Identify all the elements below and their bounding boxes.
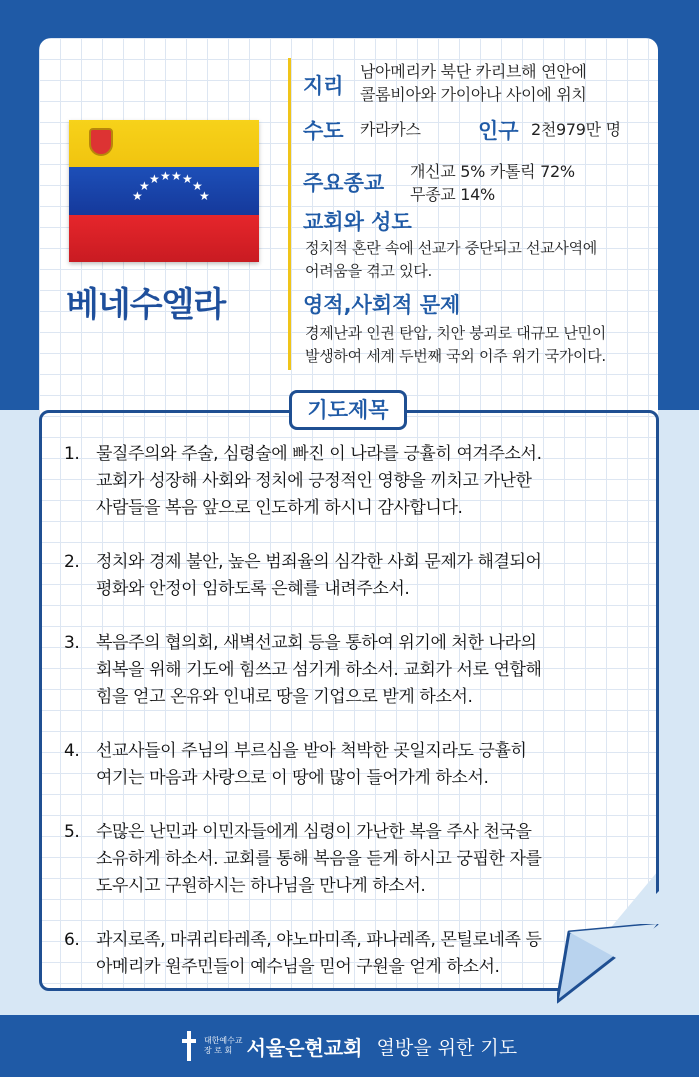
prayer-item [64, 549, 644, 603]
prayer-number: 1. [64, 444, 80, 464]
star-icon: ★ [160, 169, 171, 183]
geography-text [360, 60, 587, 106]
issues-label: 영적,사회적 문제 [303, 293, 461, 317]
church-name: 서울은현교회 [246, 1035, 363, 1060]
geography-line: 콜롬비아와 가이아나 사이에 위치 [360, 85, 587, 104]
church-text [305, 237, 597, 283]
prayer-line: 수많은 난민과 이민자들에게 심령이 가난한 복을 주사 천국을 [96, 822, 532, 842]
geography-label: 지리 [303, 74, 344, 98]
prayer-line: 복음주의 협의회, 새벽선교회 등을 통하여 위기에 처한 나라의 [96, 633, 537, 653]
issues-line: 경제난과 인권 탄압, 치안 붕괴로 대규모 난민이 [305, 324, 606, 342]
issues-line: 발생하여 세계 두번째 국외 이주 위기 국가이다. [305, 347, 606, 365]
country-name: 베네수엘라 [66, 285, 226, 325]
religion-line: 무종교 14% [410, 185, 495, 204]
cross-icon [182, 1031, 196, 1061]
venezuela-flag [69, 120, 259, 262]
religion-line: 개신교 5% 카톨릭 72% [410, 162, 575, 181]
prayer-item [64, 738, 644, 792]
population-label: 인구 [478, 119, 519, 143]
star-icon: ★ [149, 172, 160, 186]
prayer-number: 3. [64, 633, 80, 653]
star-icon: ★ [192, 179, 203, 193]
prayer-number: 5. [64, 822, 80, 842]
prayer-number: 6. [64, 930, 80, 950]
prayer-number: 4. [64, 741, 80, 761]
church-label: 교회와 성도 [303, 210, 412, 234]
info-divider [288, 58, 291, 370]
religion-text [410, 160, 575, 206]
prayer-line: 소유하게 하소서. 교회를 통해 복음을 듣게 하시고 궁핍한 자를 [96, 849, 542, 869]
prayer-title: 기도제목 [289, 390, 407, 430]
footer [0, 1015, 699, 1077]
prayer-line: 과지로족, 마퀴리타레족, 야노마미족, 파나레족, 몬틸로네족 등 [96, 930, 542, 950]
flag-stars [69, 120, 259, 262]
star-icon: ★ [132, 189, 143, 203]
church-line: 정치적 혼란 속에 선교가 중단되고 선교사역에 [305, 239, 597, 257]
prayer-line: 힘을 얻고 온유와 인내로 땅을 기업으로 받게 하소서. [96, 687, 473, 707]
religion-label: 주요종교 [303, 171, 385, 195]
prayer-line: 아메리카 원주민들이 예수님을 믿어 구원을 얻게 하소서. [96, 957, 500, 977]
capital-value: 카라카스 [360, 120, 421, 139]
star-icon: ★ [171, 169, 182, 183]
prayer-line: 평화와 안정이 임하도록 은혜를 내려주소서. [96, 579, 410, 599]
prayer-item [64, 927, 644, 981]
denomination-line: 장 로 회 [203, 1046, 233, 1055]
prayer-item [64, 630, 644, 711]
prayer-line: 도우시고 구원하시는 하나님을 만나게 하소서. [96, 876, 426, 896]
issues-text [305, 322, 606, 368]
prayer-list [64, 441, 644, 1008]
prayer-line: 사람들을 복음 앞으로 인도하게 하시니 감사합니다. [96, 498, 463, 518]
star-icon: ★ [139, 179, 150, 193]
prayer-line: 선교사들이 주님의 부르심을 받아 척박한 곳일지라도 긍휼히 [96, 741, 527, 761]
prayer-line: 정치와 경제 불안, 높은 범죄율의 심각한 사회 문제가 해결되어 [96, 552, 542, 572]
star-icon: ★ [199, 189, 210, 203]
denomination-label [204, 1036, 243, 1056]
population-value: 2천979만 명 [531, 120, 621, 139]
capital-label: 수도 [303, 119, 344, 143]
prayer-number: 2. [64, 552, 80, 572]
footer-tagline: 열방을 위한 기도 [376, 1036, 518, 1059]
prayer-line: 여기는 마음과 사랑으로 이 땅에 많이 들어가게 하소서. [96, 768, 489, 788]
prayer-line: 교회가 성장해 사회와 정치에 긍정적인 영향을 끼치고 가난한 [96, 471, 532, 491]
star-icon: ★ [182, 172, 193, 186]
prayer-line: 회복을 위해 기도에 힘쓰고 섬기게 하소서. 교회가 서로 연합해 [96, 660, 542, 680]
prayer-item [64, 819, 644, 900]
prayer-line: 물질주의와 주술, 심령술에 빠진 이 나라를 긍휼히 여겨주소서. [96, 444, 542, 464]
geography-line: 남아메리카 북단 카리브해 연안에 [360, 62, 587, 81]
denomination-line: 대한예수교 [203, 1036, 243, 1045]
prayer-item [64, 441, 644, 522]
church-line: 어려움을 겪고 있다. [305, 262, 432, 280]
